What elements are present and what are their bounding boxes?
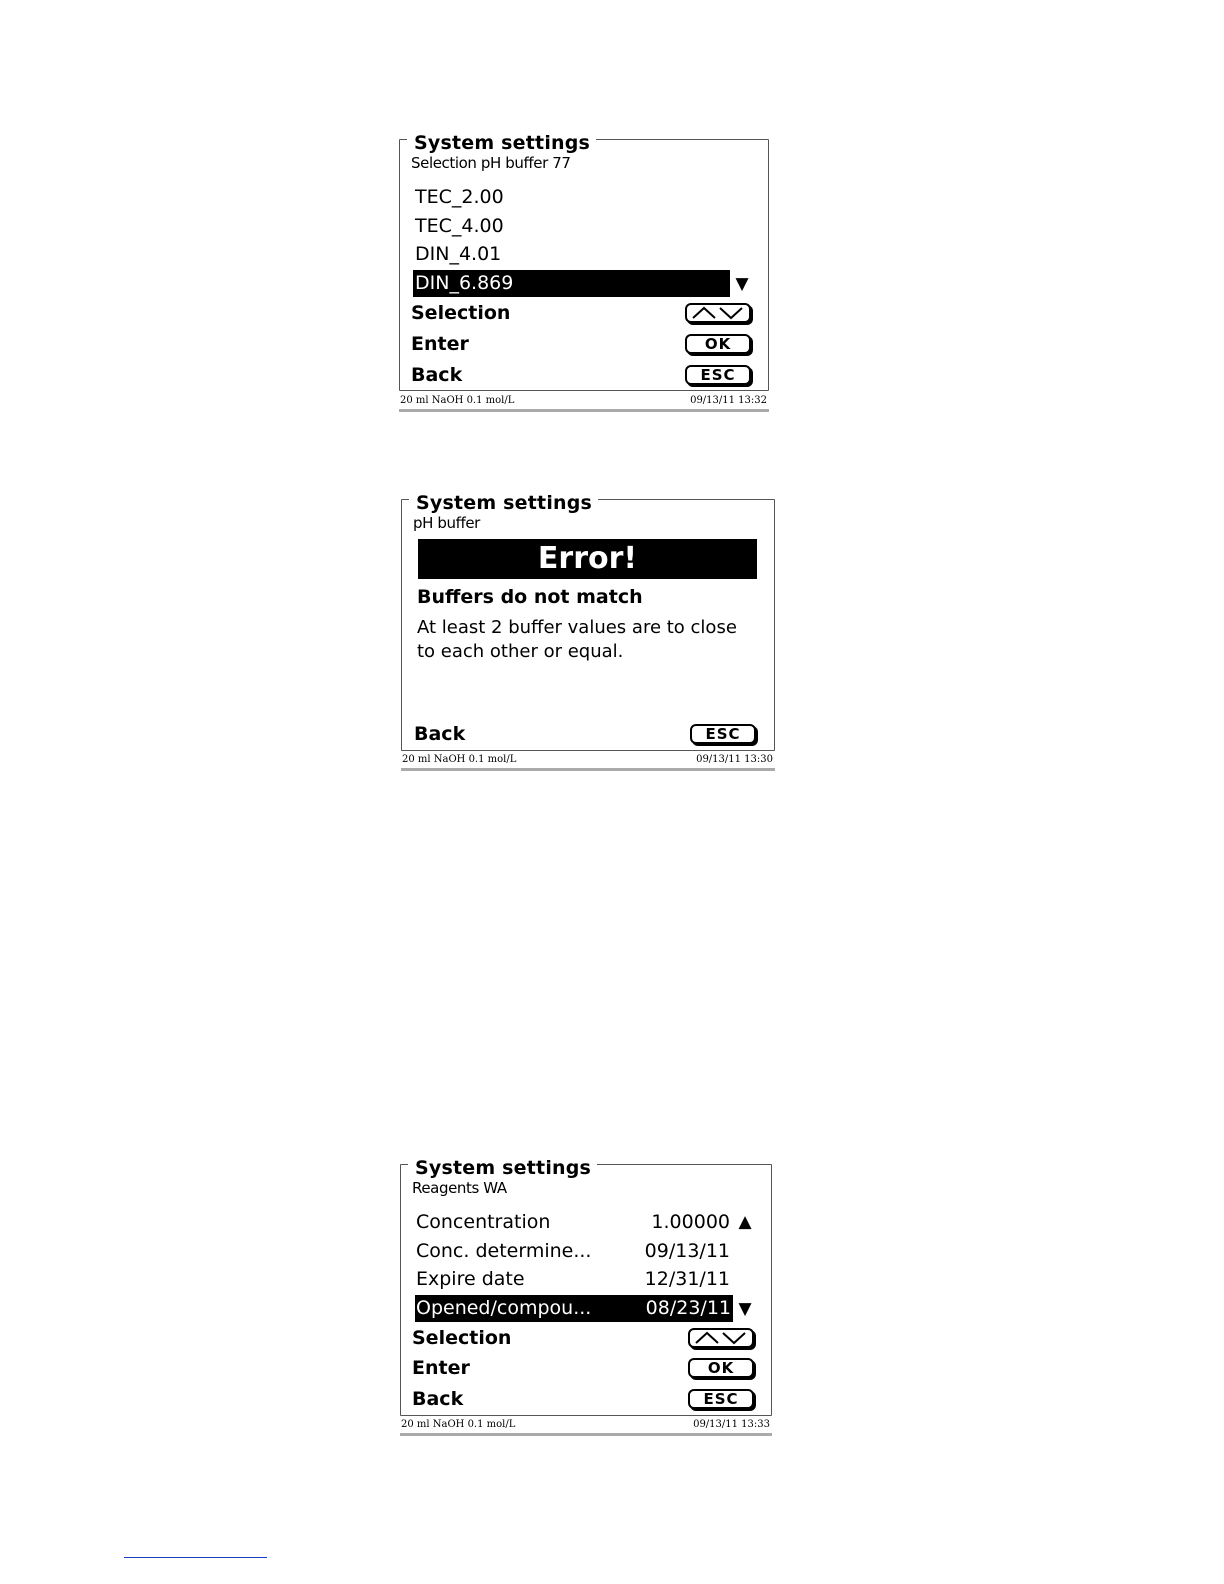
item-label: Conc. determine...	[416, 1240, 592, 1262]
status-reagent: 20 ml NaOH 0.1 mol/L	[401, 1419, 516, 1430]
up-down-key[interactable]	[685, 303, 751, 323]
scroll-down-icon[interactable]: ▼	[735, 274, 749, 294]
status-datetime: 09/13/11 13:33	[693, 1419, 770, 1430]
list-item[interactable]	[416, 1238, 732, 1265]
up-down-key[interactable]	[688, 1328, 754, 1348]
screen-title: System settings	[407, 133, 596, 153]
screen-subtitle: pH buffer	[413, 514, 480, 532]
ok-key[interactable]: OK	[685, 334, 751, 354]
ok-key[interactable]: OK	[688, 1358, 754, 1378]
list-item[interactable]	[416, 1209, 732, 1236]
back-label: Back	[411, 364, 463, 386]
footnote-divider	[124, 1557, 267, 1558]
list-item-selected[interactable]	[415, 1295, 733, 1322]
list-item[interactable]: TEC_4.00	[415, 215, 504, 237]
list-item[interactable]: DIN_4.01	[415, 243, 502, 265]
error-message: At least 2 buffer values are to close to each other or equal.	[417, 617, 737, 662]
list-item-selected[interactable]: DIN_6.869	[413, 270, 730, 297]
enter-label: Enter	[412, 1357, 470, 1379]
enter-label: Enter	[411, 333, 469, 355]
scroll-down-icon[interactable]: ▼	[738, 1299, 752, 1319]
item-label: Opened/compou...	[416, 1297, 592, 1319]
selection-label: Selection	[411, 302, 511, 324]
back-label: Back	[412, 1388, 464, 1410]
screen-title: System settings	[408, 1158, 597, 1178]
back-label: Back	[414, 723, 466, 745]
item-value: 1.00000	[651, 1211, 730, 1233]
screen-title: System settings	[409, 493, 598, 513]
item-label: Expire date	[416, 1268, 525, 1290]
error-banner: Error!	[418, 539, 757, 579]
status-datetime: 09/13/11 13:30	[696, 754, 773, 765]
up-down-arrows-icon	[690, 1330, 752, 1346]
screen-selection-ph-buffer	[399, 130, 769, 412]
list-item[interactable]	[416, 1266, 732, 1293]
up-down-arrows-icon	[687, 305, 749, 321]
status-bar	[399, 393, 769, 412]
esc-key[interactable]: ESC	[688, 1389, 754, 1409]
scroll-up-icon[interactable]: ▲	[738, 1212, 752, 1232]
list-item[interactable]: TEC_2.00	[415, 186, 504, 208]
screen-reagents-wa	[400, 1155, 772, 1437]
status-bar	[401, 752, 775, 771]
status-datetime: 09/13/11 13:32	[690, 395, 767, 406]
status-bar	[400, 1417, 772, 1436]
screen-subtitle: Selection pH buffer 77	[411, 154, 571, 172]
item-value: 08/23/11	[645, 1297, 731, 1319]
esc-key[interactable]: ESC	[690, 724, 756, 744]
status-reagent: 20 ml NaOH 0.1 mol/L	[400, 395, 515, 406]
error-title: Buffers do not match	[417, 586, 643, 608]
status-reagent: 20 ml NaOH 0.1 mol/L	[402, 754, 517, 765]
screen-subtitle: Reagents WA	[412, 1179, 507, 1197]
item-value: 09/13/11	[644, 1240, 730, 1262]
selection-label: Selection	[412, 1327, 512, 1349]
item-value: 12/31/11	[644, 1268, 730, 1290]
esc-key[interactable]: ESC	[685, 365, 751, 385]
item-label: Concentration	[416, 1211, 551, 1233]
screen-error-buffers	[401, 490, 775, 772]
